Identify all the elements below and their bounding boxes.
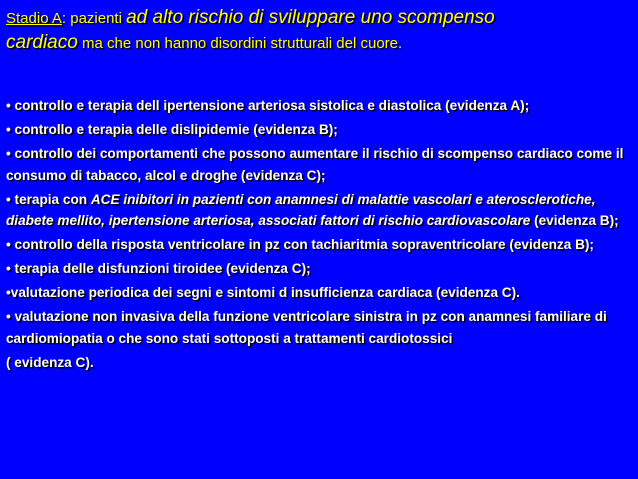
bullet-item-4-post: (evidenza B); (530, 213, 619, 228)
bullet-item-4-italic: ACE inibitori in pazienti con anamnesi di malattie vascolari e aterosclerotiche, diabete mellito, ipertensione arteriosa, associati fattori di rischio cardiovascolare (6, 191, 596, 228)
bullet-item-9: ( evidenza C). (6, 354, 94, 370)
bullet-item-8: • valutazione non invasiva della funzione ventricolare sinistra in pz con anamnesi familiare di cardiomiopatia o che sono stati sottoposti a trattamenti cardiotossici (6, 309, 607, 346)
bullet-item-6: • terapia delle disfunzioni tiroidee (evidenza C); (6, 261, 311, 276)
header-line-1 (6, 6, 632, 31)
bullet-item-4 (6, 189, 632, 232)
bullet-item-7: •valutazione periodica dei segni e sintomi d insufficienza cardiaca (evidenza C). (6, 285, 520, 300)
stage-colon: : (61, 10, 71, 27)
cardiac-text: cardiaco (6, 32, 78, 53)
patients-label: pazienti (70, 10, 127, 27)
bullet-item-1: • controllo e terapia dell ipertensione arteriosa sistolica e diastolica (evidenza A); (6, 98, 530, 113)
bullet-list (6, 95, 632, 376)
bullet-item-3: • controllo dei comportamenti che possono aumentare il rischio di scompenso cardiaco come il consumo di tabacco, alcol e droghe (evidenza C); (6, 146, 624, 183)
bullet-item-5: • controllo della risposta ventricolare in pz con tachiaritmia sopraventricolare (evidenza B); (6, 237, 594, 252)
header-line-2 (6, 31, 632, 56)
header-description: ma che non hanno disordini strutturali del cuore. (77, 35, 403, 52)
stage-label: Stadio A (6, 10, 62, 27)
slide-header (6, 6, 632, 56)
high-risk-text: ad alto rischio di sviluppare uno scompenso (126, 7, 495, 28)
bullet-item-2: • controllo e terapia delle dislipidemie (evidenza B); (6, 122, 338, 137)
bullet-item-4-pre: • terapia con (6, 191, 91, 207)
